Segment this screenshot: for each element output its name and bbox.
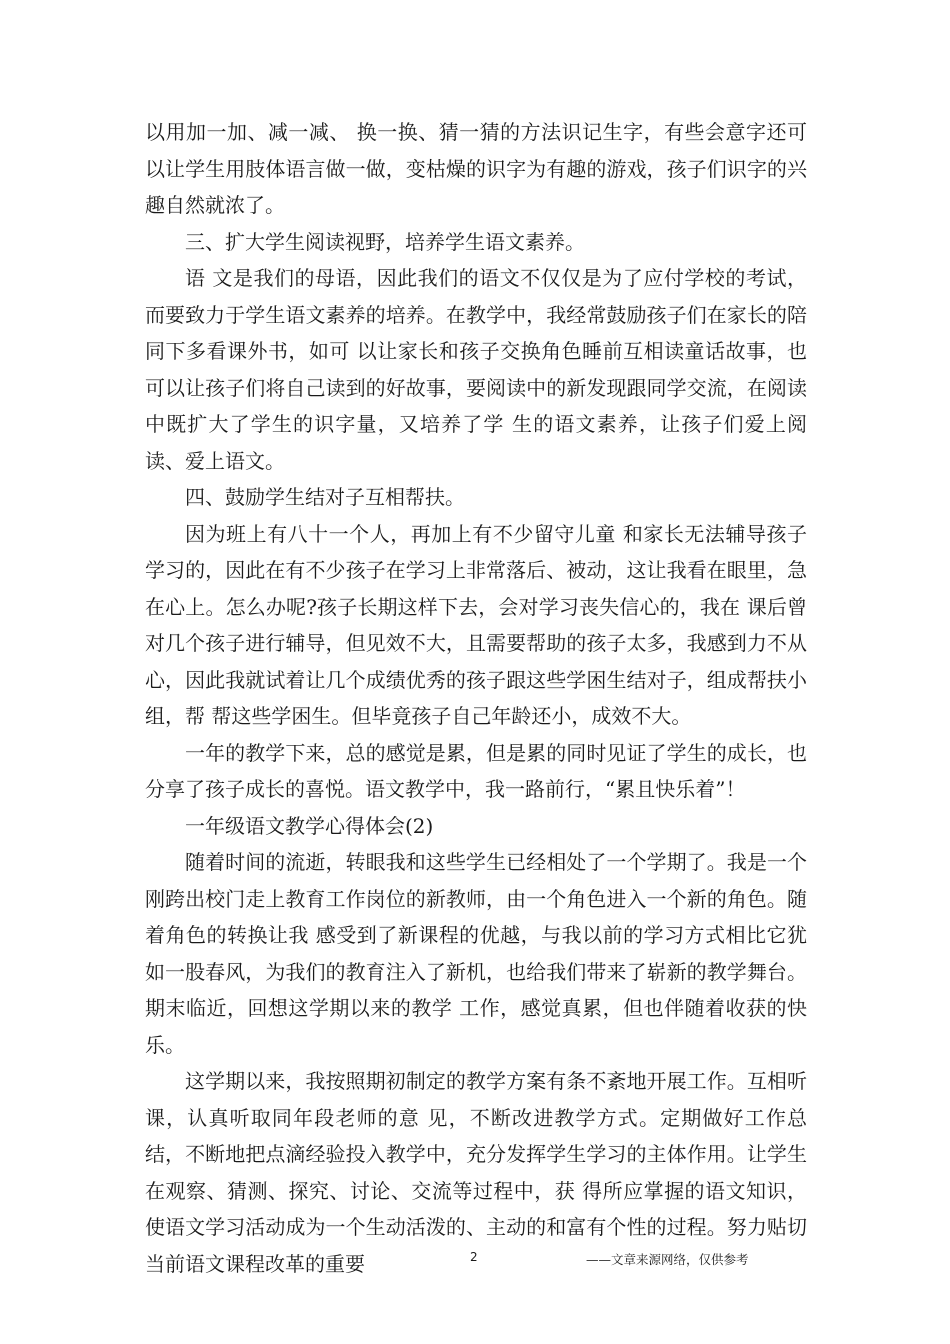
paragraph: 语 文是我们的母语，因此我们的语文不仅仅是为了应付学校的考试，而要致力于学生语文素养的培养。在教学中，我经常鼓励孩子们在家长的陪同下多看课外书，如可 以让家长和孩子交换角色睡前互相读童话故事，也可以让孩子们将自己读到的好故事，要阅读中的新发现跟同学交流，在阅读中既扩大了学生的识字量，又培养了学 生的语文素养，让孩子们爱上阅读、爱上语文。 <box>145 266 807 473</box>
paragraph: 一年的教学下来，总的感觉是累，但是累的同时见证了学生的成长，也分享了孩子成长的喜悦。语文教学中，我一路前行，“累且快乐着”！ <box>145 740 807 801</box>
source-note: ——文章来源网络，仅供参考 <box>586 1252 749 1267</box>
page-number: 2 <box>470 1250 478 1264</box>
paragraph: 因为班上有八十一个人，再加上有不少留守儿童 和家长无法辅导孩子学习的，因此在有不少孩子在学习上非常落后、被动，这让我看在眼里，急在心上。怎么办呢?孩子长期这样下去，会对学习丧失信心的，我在 课后曾对几个孩子进行辅导，但见效不大，且需要帮助的孩子太多，我感到力不从心，因此我就试着让几个成绩优秀的孩子跟这些学困生结对子，组成帮扶小组，帮 帮这些学困生。但毕竟孩子自己年龄还小，成效不大。 <box>145 521 807 728</box>
document-body <box>145 114 807 1282</box>
paragraph: 随着时间的流逝，转眼我和这些学生已经相处了一个学期了。我是一个刚跨出校门走上教育工作岗位的新教师，由一个角色进入一个新的角色。随着角色的转换让我 感受到了新课程的优越，与我以前的学习方式相比它犹如一股春风，为我们的教育注入了新机，也给我们带来了崭新的教学舞台。期末临近，回想这学期以来的教学 工作，感觉真累，但也伴随着收获的快乐。 <box>145 850 807 1057</box>
section-heading-4: 四、鼓励学生结对子互相帮扶。 <box>185 485 465 509</box>
section-heading-3: 三、扩大学生阅读视野，培养学生语文素养。 <box>185 229 585 254</box>
paragraph: 这学期以来，我按照期初制定的教学方案有条不紊地开展工作。互相听课，认真听取同年段老师的意 见，不断改进教学方式。定期做好工作总结，不断地把点滴经验投入教学中，充分发挥学生学习的主体作用。让学生在观察、猜测、探究、讨论、交流等过程中，获 得所应掌握的语文知识，使语文学习活动成为一个生动活泼的、主动的和富有个性的过程。努力贴切当前语文课程改革的重要 <box>145 1069 807 1276</box>
paragraph-continuation: 以用加一加、减一减、 换一换、猜一猜的方法识记生字，有些会意字还可以让学生用肢体语言做一做，变枯燥的识字为有趣的游戏，孩子们识字的兴趣自然就浓了。 <box>145 120 807 217</box>
page-footer <box>0 1250 950 1270</box>
article-title: 一年级语文教学心得体会(2) <box>185 813 434 838</box>
